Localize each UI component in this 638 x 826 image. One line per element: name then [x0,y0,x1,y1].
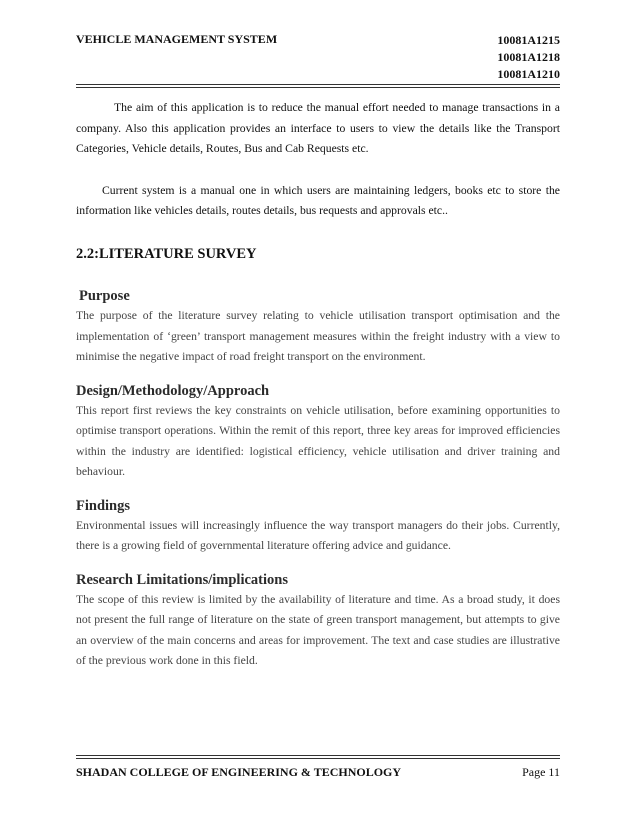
footer-divider [76,755,560,759]
intro-paragraph-current-system: Current system is a manual one in which users are maintaining ledgers, books etc to store the information like vehicles details, routes details, bus requests and approvals etc.. [76,183,560,217]
design-body: This report first reviews the key constraints on vehicle utilisation, before examining opportunities to optimise transport operations. Within the remit of this report, three key areas for improved efficiencies within the industry are identified: logistical efficiency, vehicle utilisation and driver training and behaviour. [76,403,560,478]
roll-number: 10081A1218 [497,50,560,64]
findings-heading: Findings [76,497,130,514]
section-heading: 2.2:LITERATURE SURVEY [76,245,257,262]
intro-paragraph-aim: The aim of this application is to reduce the manual effort needed to manage transactions in a company. Also this application provides an interface to users to view the details like the Transport Categories, Vehicle details, Routes, Bus and Cab Requests etc. [76,101,560,155]
page-body [76,98,560,672]
roll-number: 10081A1215 [497,33,560,47]
roll-number: 10081A1210 [497,67,560,81]
design-heading: Design/Methodology/Approach [76,382,270,399]
header-divider [76,84,560,88]
roll-numbers [497,32,560,83]
purpose-heading: Purpose [79,288,130,304]
findings-body: Environmental issues will increasingly influence the way transport managers do their jobs. Currently, there is a growing field of governmental literature offering advice and guidance. [76,518,560,552]
college-name: SHADAN COLLEGE OF ENGINEERING & TECHNOLOGY [76,765,402,779]
page-number: Page 11 [522,765,560,779]
document-title: VEHICLE MANAGEMENT SYSTEM [76,32,278,46]
purpose-body: The purpose of the literature survey relating to vehicle utilisation transport optimisation and the implementation of ‘green’ transport management measures within the freight industry with a view to minimise the negative impact of road freight transport on the environment. [76,309,560,363]
limitations-heading: Research Limitations/implications [76,571,288,588]
limitations-body: The scope of this review is limited by the availability of literature and time. As a broad study, it does not present the full range of literature on the state of green transport management, but attempts to give an overview of the main concerns and areas for improvement. The text and case studies are illustrative of the previous work done in this field. [76,592,560,667]
